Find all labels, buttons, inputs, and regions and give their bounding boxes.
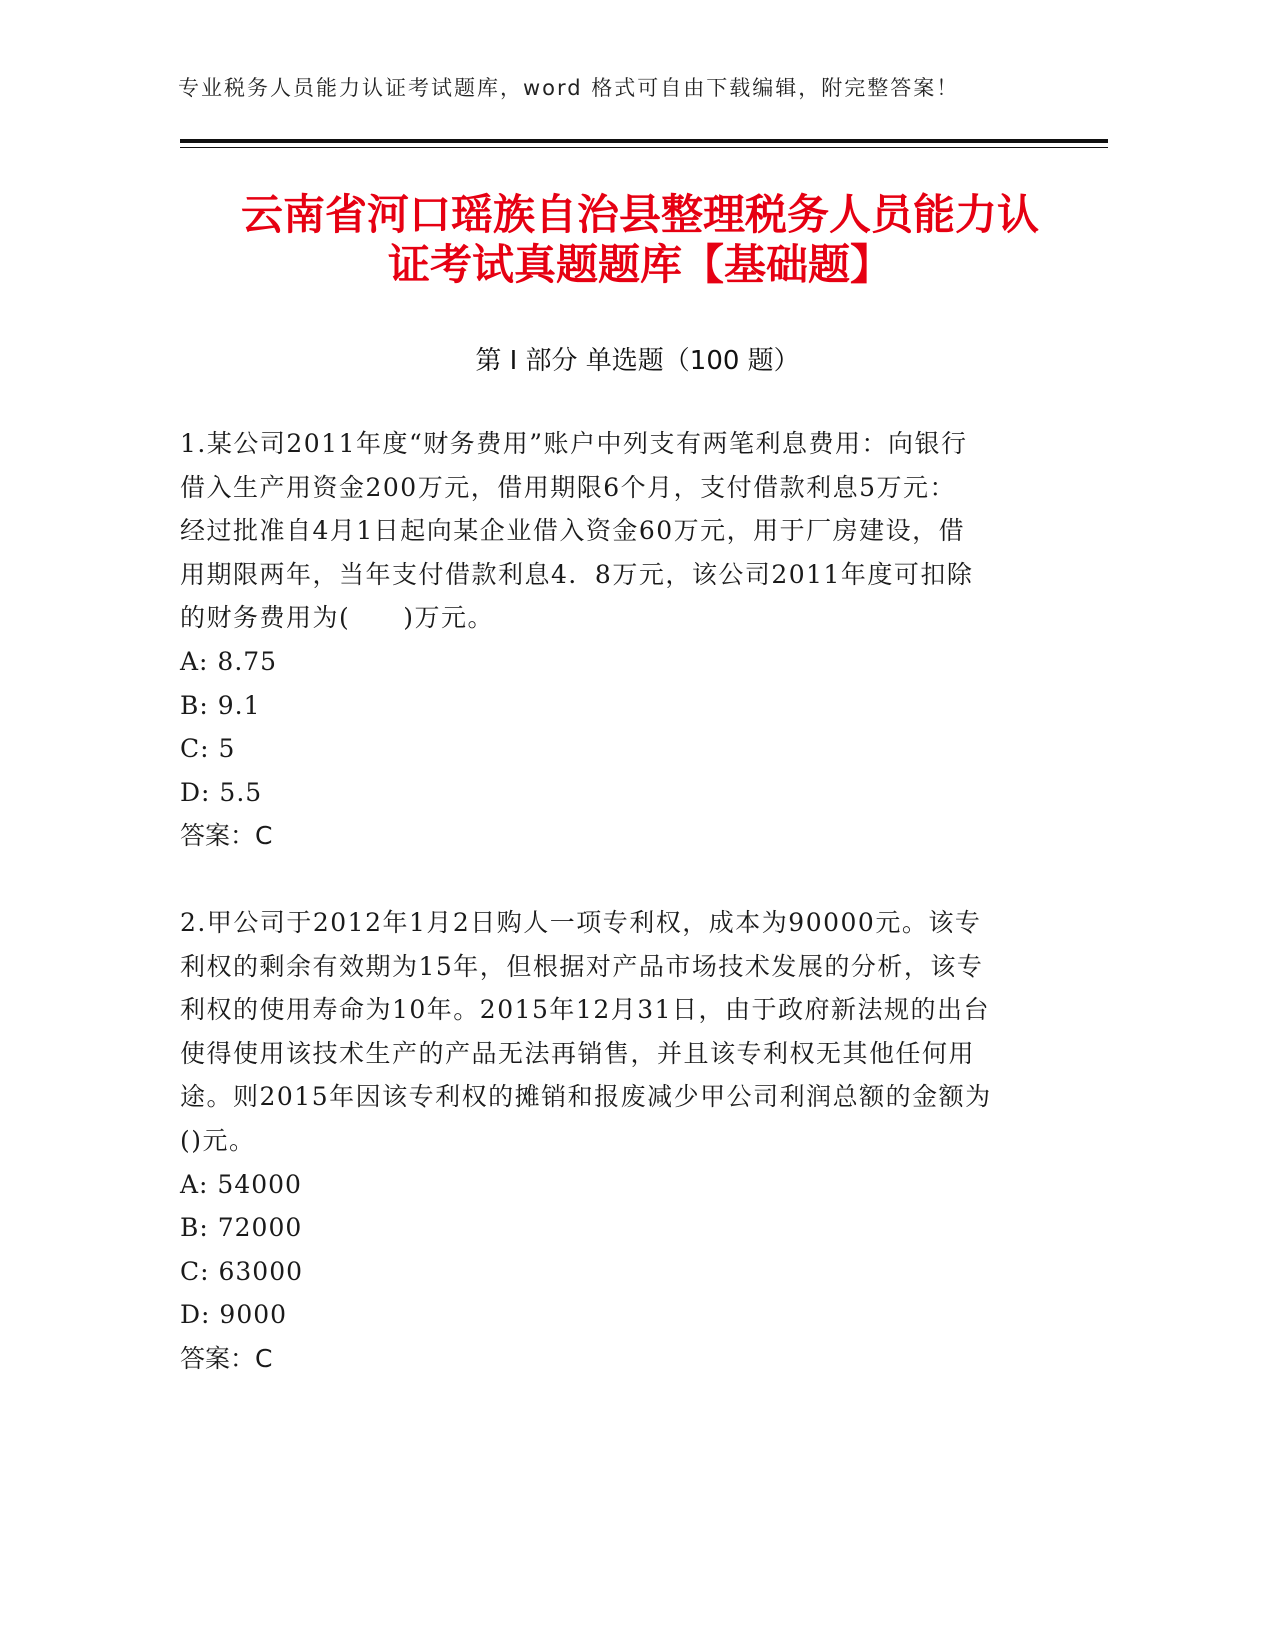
document-title [170,190,1110,290]
stem-line: 1.某公司2011年度“财务费用”账户中列支有两笔利息费用：向银行 [180,429,968,458]
option-b: B: 72000 [180,1213,303,1243]
question-1-answer: 答案：C [180,821,273,851]
stem-line: 利权的使用寿命为10年。2015年12月31日，由于政府新法规的出台 [180,995,991,1025]
option-a: A: 54000 [180,1169,302,1199]
header-note: 专业税务人员能力认证考试题库，word 格式可自由下载编辑，附完整答案！ [178,76,960,100]
stem-line: 经过批准自4月1日起向某企业借入资金60万元，用于厂房建设，借 [180,516,966,546]
stem-line: 用期限两年，当年支付借款利息4．8万元，该公司2011年度可扣除 [180,559,974,589]
stem-line: 利权的剩余有效期为15年，但根据对产品市场技术发展的分析，该专 [180,951,984,981]
question-1 [180,422,1030,858]
stem-line: 途。则2015年因该专利权的摊销和报废减少甲公司利润总额的金额为 [180,1082,992,1112]
stem-line: 使得使用该技术生产的产品无法再销售，并且该专利权无其他任何用 [180,1038,976,1068]
option-d: D: 5.5 [180,777,263,807]
question-1-stem [180,422,1030,640]
option-a: A: 8.75 [180,646,278,676]
question-list [180,422,1030,1380]
question-2-stem [180,901,1030,1163]
section-heading: 第 I 部分 单选题（100 题） [475,346,800,376]
stem-line: 的财务费用为( )万元。 [180,603,495,633]
option-c: C: 5 [180,734,236,764]
header-rule-thick [180,139,1108,143]
document-title-line-1: 云南省河口瑶族自治县整理税务人员能力认 [240,190,1039,239]
option-c: C: 63000 [180,1256,304,1286]
stem-line: 2.甲公司于2012年1月2日购人一项专利权，成本为90000元。该专 [180,907,982,937]
question-2 [180,901,1030,1381]
stem-line: ()元。 [180,1125,256,1155]
option-d: D: 9000 [180,1300,288,1330]
header-rule-thin [180,147,1108,148]
question-2-answer: 答案：C [180,1343,273,1373]
option-b: B: 9.1 [180,690,261,720]
document-title-line-2: 证考试真题题库【基础题】 [387,240,892,289]
stem-line: 借入生产用资金200万元，借用期限6个月，支付借款利息5万元： [180,472,957,502]
